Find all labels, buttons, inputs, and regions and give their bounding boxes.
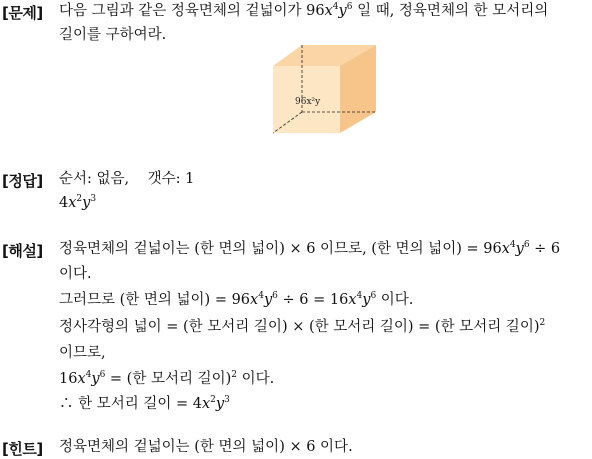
problem-line-1-tail: 일 때, 정육면체의 한 모서리의 (352, 3, 549, 19)
solution-line-5: 이므로, (59, 345, 106, 361)
cube-area-label: 96x²y (295, 97, 321, 107)
answer-coef: 4 (59, 195, 69, 211)
answer-count: 갯수: 1 (147, 171, 195, 187)
cube-figure (270, 42, 382, 138)
solution-line-1-a: 정육면체의 겉넓이는 (한 면의 넓이) × 6 이므로, (한 면의 넓이) = 96 (59, 241, 502, 257)
answer-meta (59, 168, 194, 190)
solution-line-3-c: 이다. (376, 292, 414, 308)
solution-line-7: ∴ 한 모서리 길이 = $4x^2y^3$ (59, 395, 230, 412)
solution-line-3-a: 그러므로 (한 면의 넓이) = 96 (59, 292, 251, 308)
hint-label: [힌트] (2, 440, 43, 458)
problem-line-2: 길이를 구하여라. (59, 27, 167, 43)
solution-line-2: 이다. (59, 266, 92, 282)
solution-line-1: 정육면체의 겉넓이는 (한 면의 넓이) × 6 이므로, (한 면의 넓이) = $96x^4y^6 \div 6$ (59, 240, 561, 257)
solution-label: [해설] (2, 242, 43, 260)
answer-label: [정답] (2, 172, 43, 190)
solution-line-7-a: ∴ 한 모서리 길이 = 4 (59, 396, 202, 412)
solution-line-6-a: 16 (59, 371, 78, 387)
solution-line-4: 정사각형의 넓이 = (한 모서리 길이) × (한 모서리 길이) = (한 모서리 길이)$^2$ (59, 318, 546, 335)
problem-label: [문제] (2, 4, 43, 22)
hint-text: 정육면체의 겉넓이는 (한 면의 넓이) × 6 이다. (59, 439, 353, 455)
solution-line-6: $16x^4y^6$ = (한 모서리 길이)$^2$ 이다. (59, 370, 275, 387)
solution-line-6-b: = (한 모서리 길이) (105, 371, 232, 387)
solution-line-6-c: 이다. (237, 371, 275, 387)
solution-line-4-text: 정사각형의 넓이 = (한 모서리 길이) × (한 모서리 길이) = (한 모서리 길이) (59, 319, 540, 335)
answer-order: 순서: 없음, (59, 171, 130, 187)
solution-line-3: 그러므로 (한 면의 넓이) = $96x^4y^6 \div 6 = 16x^4y^6$ 이다. (59, 291, 414, 308)
problem-line-1: 다음 그림과 같은 정육면체의 겉넓이가 $96x^4y^6$ 일 때, 정육면체의 한 모서리의 (59, 2, 549, 19)
answer-value: $4x^2y^3$ (59, 194, 97, 211)
problem-line-1-text: 다음 그림과 같은 정육면체의 겉넓이가 96 (59, 3, 325, 19)
solution-line-1-b: ÷ 6 (529, 241, 561, 257)
solution-line-3-b: ÷ 6 = 16 (277, 292, 349, 308)
